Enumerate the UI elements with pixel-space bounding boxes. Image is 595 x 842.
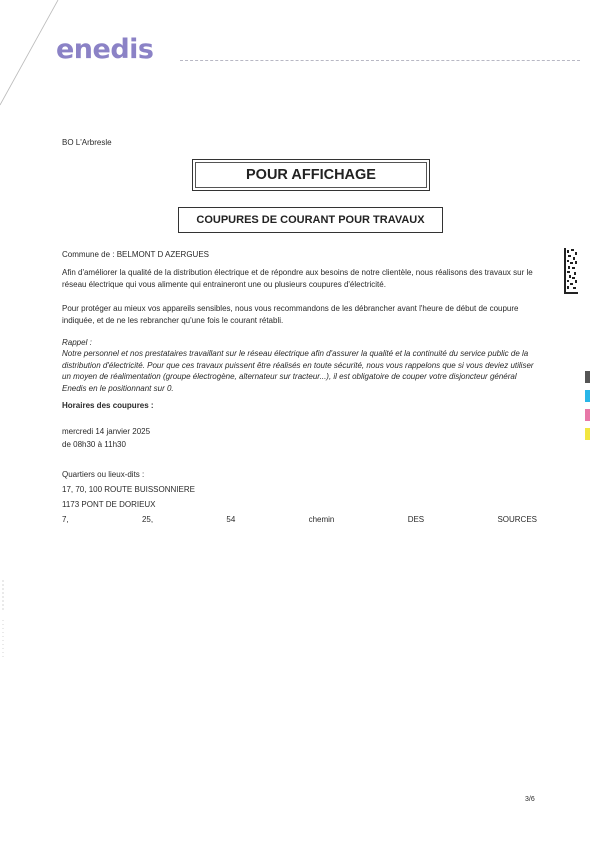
header-divider [180,60,580,61]
address-line-3 [62,514,537,526]
address-line-2: 1173 PONT DE DORIEUX [62,500,156,509]
address-token: SOURCES [497,515,537,524]
outage-hours: de 08h30 à 11h30 [62,440,126,449]
commune-line: Commune de : BELMONT D AZERGUES [62,250,210,259]
outage-date: mercredi 14 janvier 2025 [62,427,151,436]
sender-office: BO L'Arbresle [62,138,112,147]
subtitle-text: COUPURES DE COURANT POUR TRAVAUX [196,214,425,226]
intro-paragraph: Afin d'améliorer la qualité de la distribution électrique et de répondre aux besoins de notre clientèle, nous réalisons des travaux sur le réseau électrique qui vous alimente qui entraineront une ou plusieurs coupures d'électricité. [62,268,533,289]
address-token: chemin [308,515,335,524]
address-token: 54 [226,515,236,524]
registration-swatch-magenta [585,409,590,421]
registration-swatch-cyan [585,390,590,402]
rappel-label: Rappel : [62,338,92,347]
page-number: 3/6 [525,796,535,803]
subtitle-box [178,207,443,233]
title-box [192,159,430,191]
registration-swatch-yellow [585,428,590,440]
address-token: 7, [62,515,69,524]
corner-scan-mark [0,0,60,120]
datamatrix-code-icon [564,248,578,294]
rappel-text: Notre personnel et nos prestataires travaillant sur le réseau électrique afin d'assurer la qualité et la continuité du service public de la distribution d'électricité. Pour que ces travaux puissent être réalisés en toute sécurité, nous vous rappelons que si vous deviez utiliser un moyen de réalimentation (groupe électrogène, alternateur sur tracteur...), il est obligatoire de couper votre disjoncteur général Enedis en le positionnant sur 0. [62,349,534,393]
horaires-title: Horaires des coupures : [62,401,154,410]
title-text: POUR AFFICHAGE [246,167,376,183]
address-line-1: 17, 70, 100 ROUTE BUISSONNIERE [62,485,195,494]
edge-scan-marks [0,580,8,680]
address-token: 25, [141,515,154,524]
enedis-logo: enedis [56,34,154,65]
address-token: DES [407,515,425,524]
protection-paragraph: Pour protéger au mieux vos appareils sensibles, nous vous recommandons de les débrancher avant l'heure de début de coupure indiquée, et de ne les rebrancher qu'une fois le courant rétabli. [62,304,519,325]
quartiers-label: Quartiers ou lieux-dits : [62,470,145,479]
registration-swatch-black [585,371,590,383]
